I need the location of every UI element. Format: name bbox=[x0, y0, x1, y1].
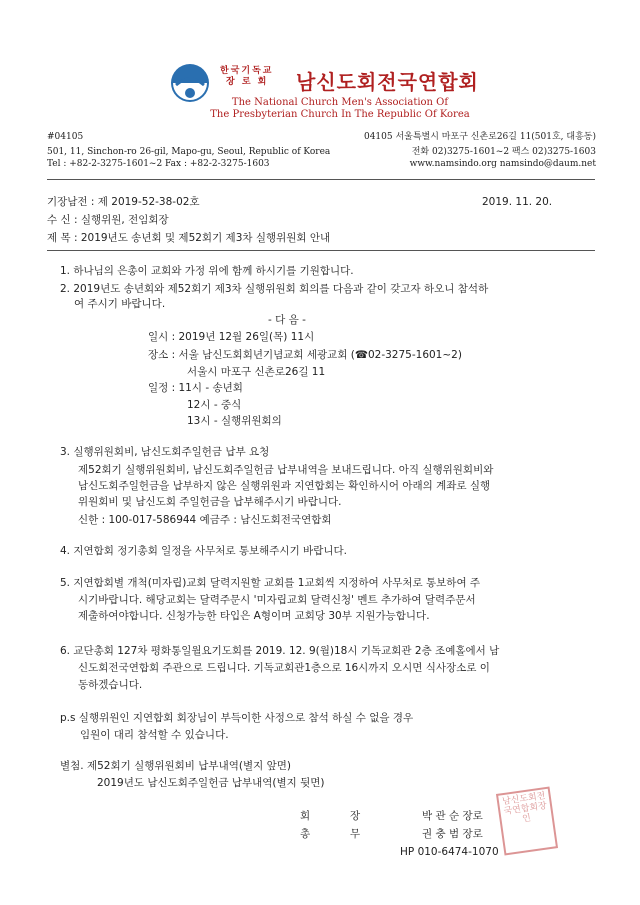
paragraph-5-line1: 5. 지연합회별 개척(미자립)교회 달력지원할 교회를 1교회씩 지정하여 사무처로 통보하여 주 bbox=[60, 577, 481, 589]
org-name: 남신도회전국연합회 bbox=[296, 70, 479, 94]
paragraph-5-line3: 제출하여야합니다. 신청가능한 타입은 A형이며 교회당 30부 지원가능합니다. bbox=[78, 610, 430, 622]
event-place: 장소 : 서울 남신도회회년기념교회 세광교회 (☎02-3275-1601~2) bbox=[148, 349, 462, 361]
paragraph-3-title: 3. 실행위원회비, 남신도회주일헌금 납부 요청 bbox=[60, 446, 270, 458]
signer-phone: HP 010-6474-1070 bbox=[400, 846, 499, 858]
paragraph-2-line1: 2. 2019년도 송년회와 제52회기 제3차 실행위원회 회의를 다음과 같이 갖고자 하오니 참석하 bbox=[60, 283, 489, 295]
bank-account: 신한 : 100-017-586944 예금주 : 남신도회전국연합회 bbox=[78, 514, 332, 526]
official-seal-stamp: 남신도회전국연합회장인 bbox=[496, 787, 558, 856]
paragraph-4: 4. 지연합회 정기총회 일정을 사무처로 통보해주시기 바랍니다. bbox=[60, 545, 347, 557]
header-divider bbox=[47, 179, 595, 180]
recipient-line: 수 신 : 실행위원, 전임회장 bbox=[47, 214, 169, 226]
postscript-line2: 임원이 대리 참석할 수 있습니다. bbox=[80, 729, 229, 741]
signer-name-2: 권 충 범 장로 bbox=[422, 828, 483, 840]
event-schedule-2: 12시 - 중식 bbox=[187, 399, 242, 411]
attachment-2: 2019년도 남신도회주일헌금 납부내역(별지 뒷면) bbox=[97, 777, 325, 789]
paragraph-3-line1: 제52회기 실행위원회비, 남신도회주일헌금 납부내역을 보내드립니다. 아직 실행위원회비와 bbox=[78, 464, 494, 476]
event-schedule-3: 13시 - 실행위원회의 bbox=[187, 415, 282, 427]
address-korean: 04105 서울특별시 마포구 신촌로26길 11(501호, 대흥동) 전화 02)3275-1601~2 팩스 02)3275-1603 www.namsindo.org namsindo@daum.net bbox=[363, 132, 596, 169]
paragraph-1: 1. 하나님의 은총이 교회와 가정 위에 함께 하시기를 기원합니다. bbox=[60, 265, 354, 277]
paragraph-6-line3: 동하겠습니다. bbox=[78, 679, 143, 691]
signer-title-2b: 무 bbox=[350, 828, 361, 840]
paragraph-3-line3: 위원회비 및 남신도회 주일헌금을 납부해주시기 바랍니다. bbox=[78, 496, 342, 508]
subject-line: 제 목 : 2019년도 송년회 및 제52회기 제3차 실행위원회 안내 bbox=[47, 232, 331, 244]
attachment-1: 별첨. 제52회기 실행위원회비 납부내역(별지 앞면) bbox=[60, 760, 291, 772]
event-schedule-1: 일정 : 11시 - 송년회 bbox=[148, 382, 243, 394]
event-datetime: 일시 : 2019년 12월 26일(목) 11시 bbox=[148, 331, 315, 343]
signer-title-1a: 회 bbox=[300, 810, 311, 822]
meta-divider bbox=[47, 250, 595, 251]
paragraph-6-line1: 6. 교단총회 127차 평화통일월요기도회를 2019. 12. 9(월)18시 기독교회관 2층 조예홀에서 남 bbox=[60, 645, 500, 657]
signer-title-2a: 총 bbox=[300, 828, 311, 840]
paragraph-3-line2: 남신도회주일헌금을 납부하지 않은 실행위원과 지연합회는 확인하시어 아래의 계좌로 실행 bbox=[78, 480, 491, 492]
address-english: #04105 501, 11, Sinchon-ro 26-gil, Mapo-gu, Seoul, Republic of Korea Tel : +82-2-3275-1601~2 Fax : +82-2-3275-1603 bbox=[47, 132, 331, 169]
org-english-name-line1: The National Church Men's Association Of bbox=[231, 97, 449, 108]
event-address: 서울시 마포구 신촌로26길 11 bbox=[187, 366, 326, 378]
document-number: 기장남전 : 제 2019-52-38-02호 bbox=[47, 196, 200, 208]
postscript-line1: p.s 실행위원인 지연합회 회장님이 부득이한 사정으로 참석 하실 수 없을 경우 bbox=[60, 712, 414, 724]
document-date: 2019. 11. 20. bbox=[482, 196, 553, 208]
signer-name-1: 박 관 순 장로 bbox=[422, 810, 483, 822]
paragraph-6-line2: 신도회전국연합회 주관으로 드립니다. 기독교회관1층으로 16시까지 오시면 식사장소로 이 bbox=[78, 662, 490, 674]
signer-title-1b: 장 bbox=[350, 810, 361, 822]
paragraph-2-line2: 여 주시기 바랍니다. bbox=[74, 298, 166, 310]
notice-heading: - 다 음 - bbox=[268, 314, 306, 326]
org-denomination: 한국기독교 장 로 회 bbox=[220, 66, 274, 87]
org-english-name-line2: The Presbyterian Church In The Republic Of Korea bbox=[210, 109, 470, 120]
paragraph-5-line2: 시기바랍니다. 해당교회는 달력주문시 '미자립교회 달력신청' 멘트 추가하여 달력주문서 bbox=[78, 594, 476, 606]
